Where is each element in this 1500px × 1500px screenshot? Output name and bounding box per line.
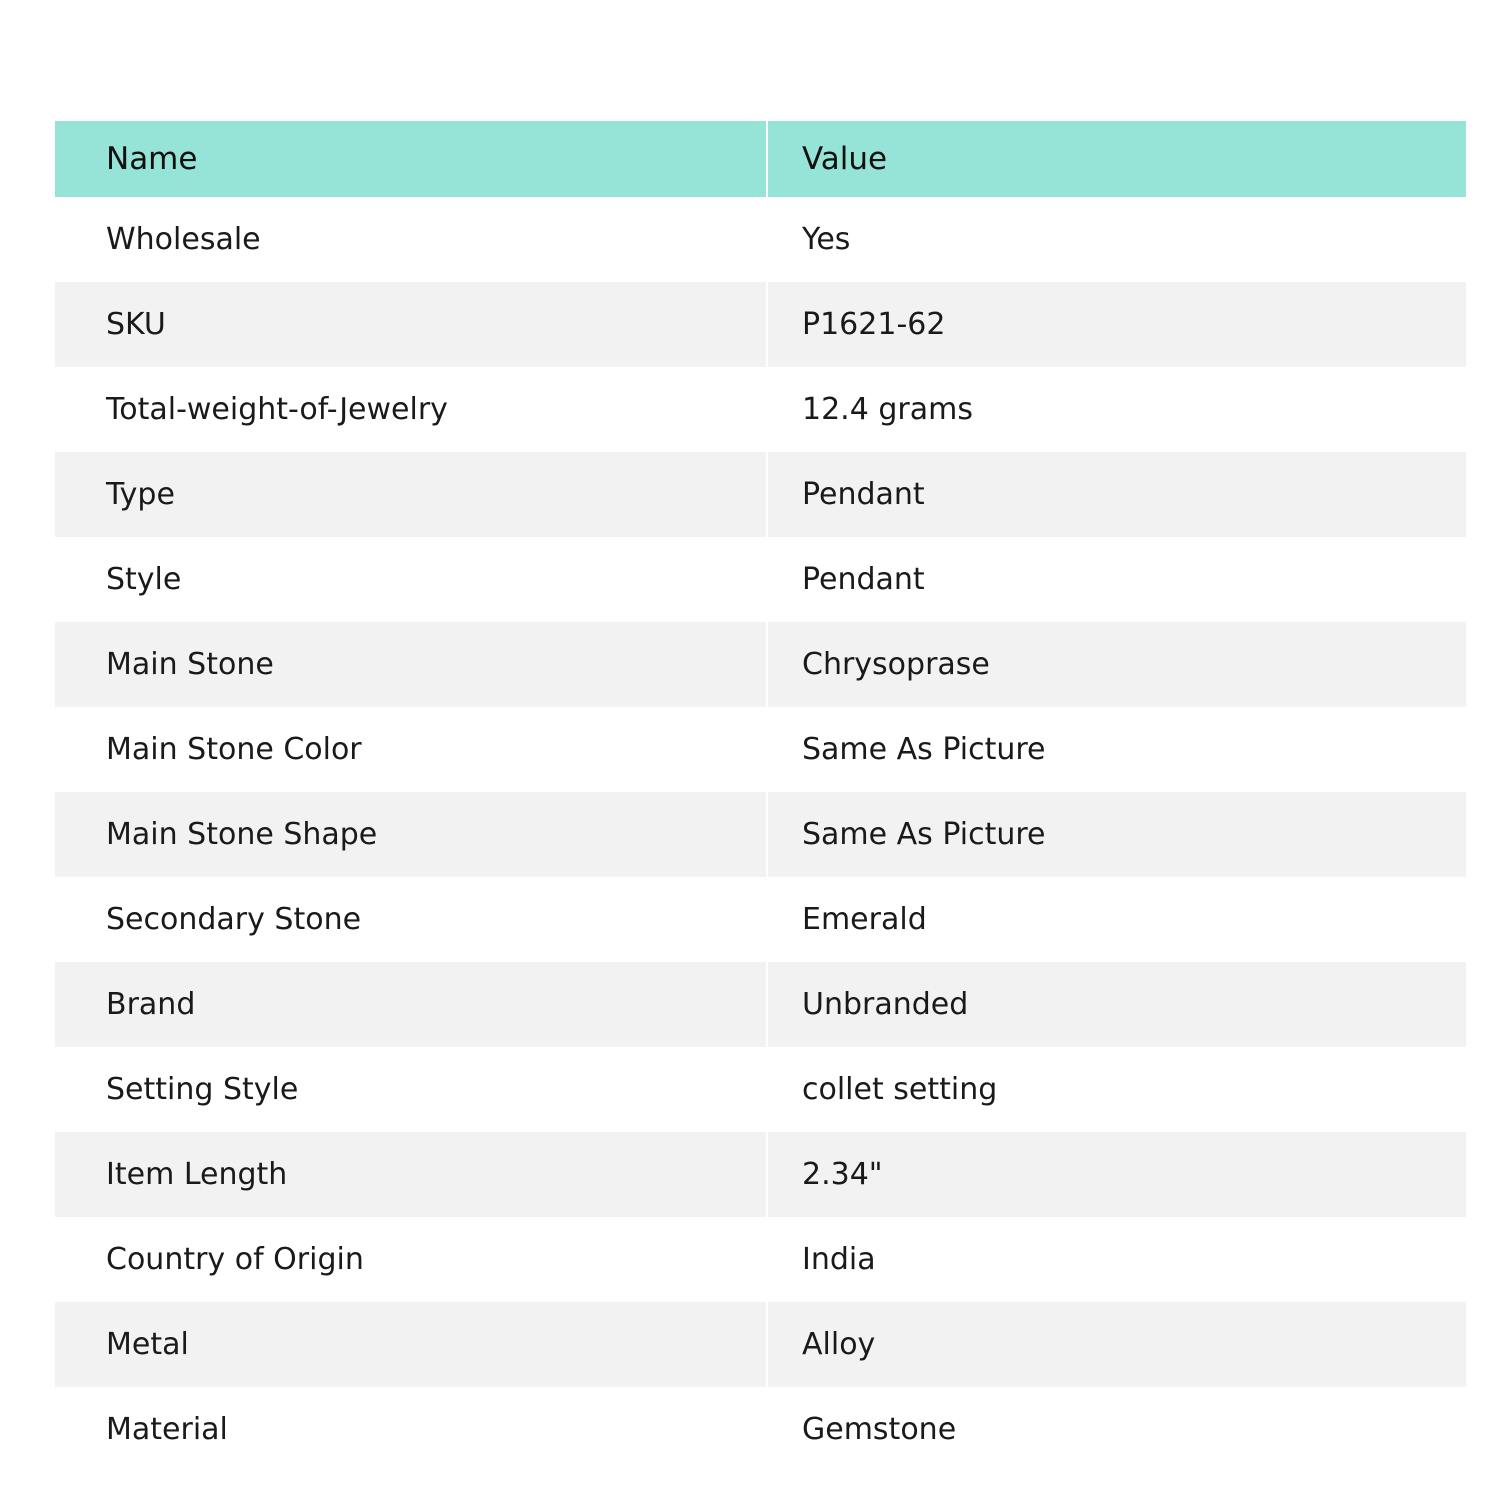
row-value-cell: 12.4 grams [768, 367, 1466, 452]
row-value-cell: Chrysoprase [768, 622, 1466, 707]
row-name-cell: Setting Style [55, 1047, 766, 1132]
table-row [55, 962, 1466, 1047]
table-row [55, 622, 1466, 707]
row-name-cell: Total-weight-of-Jewelry [55, 367, 766, 452]
row-name-cell: Country of Origin [55, 1217, 766, 1302]
row-name-cell: SKU [55, 282, 766, 367]
table-row [55, 1302, 1466, 1387]
table-header [55, 121, 1466, 197]
row-name-cell: Material [55, 1387, 766, 1472]
table-row [55, 537, 1466, 622]
row-value-cell: Pendant [768, 537, 1466, 622]
header-name-cell: Name [55, 121, 766, 197]
table-row [55, 1132, 1466, 1217]
row-name-cell: Type [55, 452, 766, 537]
row-value-cell: Unbranded [768, 962, 1466, 1047]
row-value-cell: Alloy [768, 1302, 1466, 1387]
row-value-cell: Same As Picture [768, 707, 1466, 792]
table-row [55, 367, 1466, 452]
table-row [55, 792, 1466, 877]
row-name-cell: Style [55, 537, 766, 622]
row-name-cell: Secondary Stone [55, 877, 766, 962]
table-row [55, 1047, 1466, 1132]
specifications-table [55, 121, 1466, 1472]
row-value-cell: Gemstone [768, 1387, 1466, 1472]
table-body [55, 197, 1466, 1472]
row-name-cell: Main Stone Shape [55, 792, 766, 877]
row-name-cell: Main Stone [55, 622, 766, 707]
table-row [55, 1387, 1466, 1472]
row-name-cell: Main Stone Color [55, 707, 766, 792]
row-value-cell: collet setting [768, 1047, 1466, 1132]
row-value-cell: P1621-62 [768, 282, 1466, 367]
row-value-cell: Pendant [768, 452, 1466, 537]
row-value-cell: India [768, 1217, 1466, 1302]
row-name-cell: Brand [55, 962, 766, 1047]
row-value-cell: Emerald [768, 877, 1466, 962]
row-name-cell: Metal [55, 1302, 766, 1387]
row-name-cell: Wholesale [55, 197, 766, 282]
table-row [55, 282, 1466, 367]
table-row [55, 707, 1466, 792]
row-value-cell: 2.34" [768, 1132, 1466, 1217]
table-row [55, 877, 1466, 962]
row-value-cell: Yes [768, 197, 1466, 282]
table-row [55, 1217, 1466, 1302]
table-row [55, 452, 1466, 537]
table-row [55, 197, 1466, 282]
header-value-cell: Value [768, 121, 1466, 197]
row-name-cell: Item Length [55, 1132, 766, 1217]
row-value-cell: Same As Picture [768, 792, 1466, 877]
